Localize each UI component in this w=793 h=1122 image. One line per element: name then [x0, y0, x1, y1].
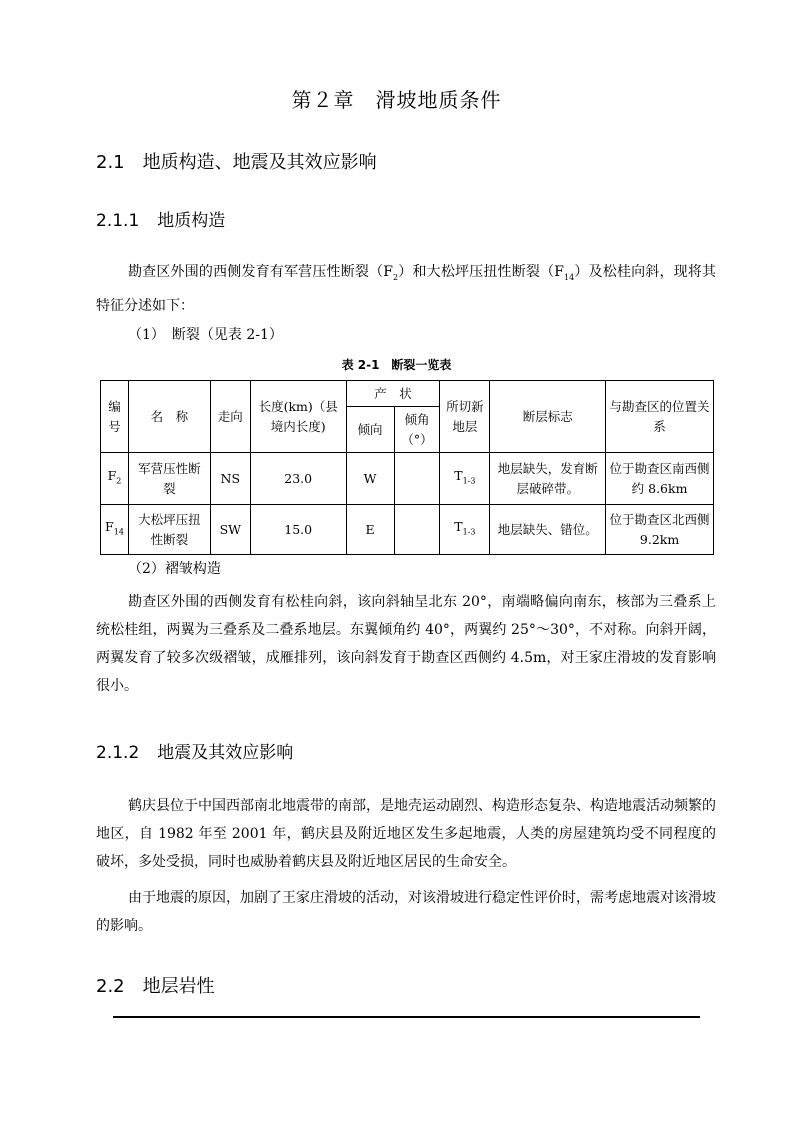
cell-dip-angle: [394, 505, 440, 555]
paragraph-faults-intro: 勘查区外围的西侧发育有军营压性断裂$(F_2)$和大松坪压扭性断裂$(F_{14})$及松桂向斜，现将其特征分述如下：: [96, 264, 717, 314]
section-title: 地质构造: [157, 211, 226, 231]
table-header-row: [101, 381, 714, 407]
section-2-1-heading: [96, 148, 377, 174]
paragraph-folds: 勘查区外围的西侧发育有松桂向斜，该向斜轴呈北东 20°，南端略偏向南东，核部为三叠系上统松桂组，两翼为三叠系及二叠系地层。东翼倾角约 40°，两翼约 25°～30°，不对称。向斜开阔，两翼发育了较多次级褶皱，成雁排列，该向斜发育于勘查区西侧约 4.5m，对王家庄滑坡的发育影响很小。: [96, 594, 716, 694]
section-title: 地震及其效应影响: [157, 743, 294, 763]
cell-length: 23.0: [250, 453, 346, 505]
cell-relation: 位于勘查区南西侧约 8.6km: [606, 453, 714, 505]
section-2-1-1-heading: [96, 206, 225, 231]
section-2-1-2-heading: [96, 738, 293, 763]
cell-marker: 地层缺失，发育断层破碎带。: [490, 453, 606, 505]
header-marker: 断层标志: [490, 381, 606, 453]
footer-rule: [113, 1016, 700, 1018]
header-dip-direction: 倾向: [346, 407, 394, 453]
section-title: 地层岩性: [142, 976, 215, 997]
section-2-2-heading: [96, 972, 215, 998]
paragraph-earthquake-effect: 由于地震的原因，加剧了王家庄滑坡的活动，对该滑坡进行稳定性评价时，需考虑地震对该滑坡的影响。: [96, 890, 716, 934]
cell-id: $F_2$: [101, 453, 129, 505]
cell-id: $F_{14}$: [101, 505, 129, 555]
header-id: 编号: [101, 381, 129, 453]
cell-relation: 位于勘查区北西侧 9.2km: [606, 505, 714, 555]
table-row: [101, 453, 714, 505]
cell-dip-direction: E: [346, 505, 394, 555]
list-item-folds: （2）褶皱构造: [128, 561, 221, 577]
section-number: 2.1: [96, 152, 125, 173]
header-relation: 与勘查区的位置关系: [606, 381, 714, 453]
table-row: [101, 505, 714, 555]
header-dip-angle: 倾角（°）: [394, 407, 440, 453]
cell-marker: 地层缺失、错位。: [490, 505, 606, 555]
header-strike: 走向: [210, 381, 250, 453]
cell-strike: NS: [210, 453, 250, 505]
cell-strata: $T_{1-3}$: [440, 453, 490, 505]
header-length: 长度(km)（县境内长度): [250, 381, 346, 453]
section-number: 2.1.1: [96, 211, 140, 231]
list-item-faults: （1） 断裂（见表 2-1）: [128, 327, 283, 343]
section-title: 地质构造、地震及其效应影响: [142, 152, 377, 173]
cell-dip-angle: [394, 453, 440, 505]
cell-name: 大松坪压扭性断裂: [128, 505, 210, 555]
header-attitude: 产 状: [346, 381, 440, 407]
section-number: 2.1.2: [96, 743, 140, 763]
fault-table: [100, 380, 714, 555]
cell-length: 15.0: [250, 505, 346, 555]
header-name: 名 称: [128, 381, 210, 453]
chapter-title: 第２章 滑坡地质条件: [291, 88, 502, 112]
table-caption: 表 2-1 断裂一览表: [341, 358, 452, 372]
cell-strike: SW: [210, 505, 250, 555]
paragraph-earthquake: 鹤庆县位于中国西部南北地震带的南部，是地壳运动剧烈、构造形态复杂、构造地震活动频繁的地区，自 1982 年至 2001 年，鹤庆县及附近地区发生多起地震，人类的房屋建筑均受不同程度的破坏，多处受损，同时也威胁着鹤庆县及附近地区居民的生命安全。: [96, 798, 716, 870]
section-number: 2.2: [96, 976, 125, 997]
header-strata: 所切新地层: [440, 381, 490, 453]
cell-name: 军营压性断裂: [128, 453, 210, 505]
cell-strata: $T_{1-3}$: [440, 505, 490, 555]
cell-dip-direction: W: [346, 453, 394, 505]
